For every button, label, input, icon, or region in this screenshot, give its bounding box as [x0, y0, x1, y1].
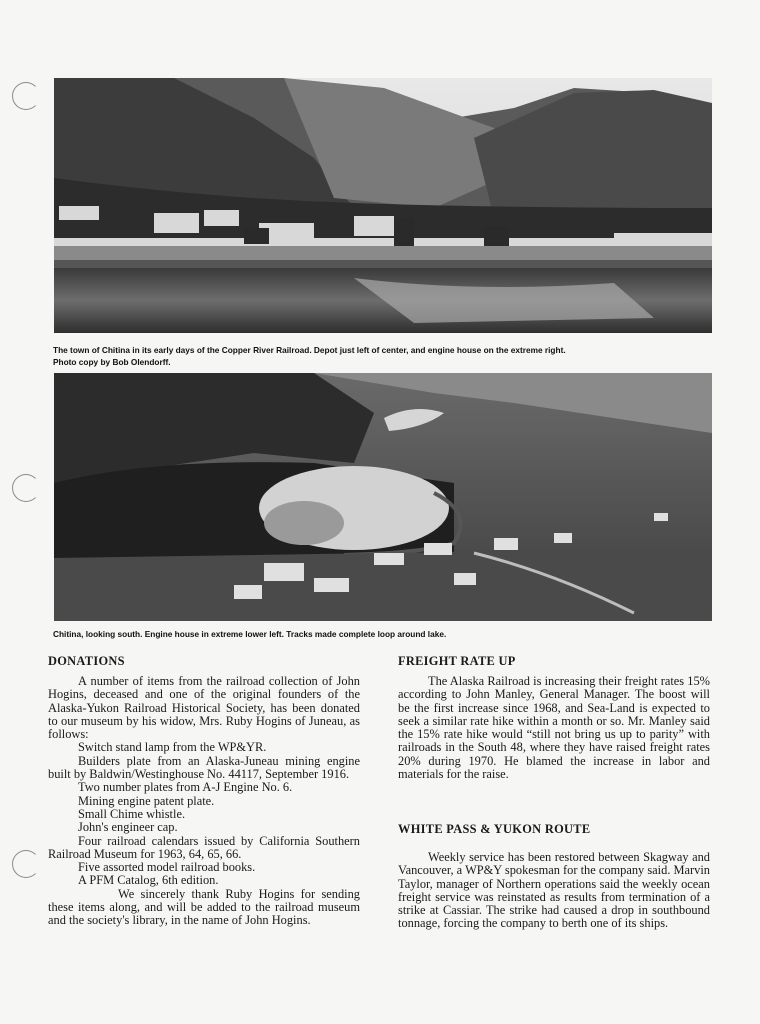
punch-hole-middle	[12, 474, 40, 502]
photo-bottom-caption: Chitina, looking south. Engine house in extreme lower left. Tracks made complete loop around lake.	[53, 629, 447, 639]
freight-heading: FREIGHT RATE UP	[398, 654, 516, 668]
donation-item: Switch stand lamp from the WP&YR.	[78, 740, 267, 755]
punch-hole-top	[12, 82, 40, 110]
photo-chitina-aerial	[54, 373, 712, 621]
donation-item: John's engineer cap.	[78, 820, 178, 835]
donation-item: Two number plates from A-J Engine No. 6.	[78, 780, 293, 795]
donations-column	[48, 654, 360, 928]
donations-closing: We sincerely thank Ruby Hogins for sending these items along, and will be added to the railroad museum and the society's library, in the name of John Hogins.	[48, 886, 360, 928]
photo-chitina-town	[54, 78, 712, 333]
photo-top-caption	[53, 344, 713, 368]
donation-item: A PFM Catalog, 6th edition.	[78, 873, 219, 888]
donation-item: Small Chime whistle.	[78, 806, 186, 821]
donation-item: Mining engine patent plate.	[78, 793, 215, 808]
freight-column	[398, 654, 710, 781]
donation-item: Five assorted model railroad books.	[78, 860, 256, 875]
donations-intro: A number of items from the railroad collection of John Hogins, deceased and one of the original founders of the Alaska-Yukon Railroad Historical Society, has been donated to our museum by his widow, Mrs. Ruby Hogins of Juneau, as follows:	[48, 674, 360, 742]
photo-top-caption-line2: Photo copy by Bob Olendorff.	[53, 357, 171, 367]
photo-top-caption-line1: The town of Chitina in its early days of the Copper River Railroad. Depot just left of center, and engine house on the extreme right.	[53, 345, 566, 355]
whitepass-body: Weekly service has been restored between Skagway and Vancouver, a WP&Y spokesman for the company said. Marvin Taylor, manager of Northern operations said the weekly ocean freight service was reinstated as results from termination of a strike at Cassiar. The strike had caused a drop in southbound tonnage, forcing the company to berth one of its ships.	[398, 850, 710, 931]
donation-item: Builders plate from an Alaska-Juneau mining engine built by Baldwin/Westinghouse No. 44117, September 1916.	[48, 753, 360, 782]
whitepass-column	[398, 822, 710, 931]
punch-hole-bottom	[12, 850, 40, 878]
donations-heading: DONATIONS	[48, 654, 125, 668]
freight-body: The Alaska Railroad is increasing their freight rates 15% according to John Manley, General Manager. The boost will be the first increase since 1968, and Sea-Land is expected to seek a similar rate hike within a month or so. Mr. Manley said the 15% rate hike would “still not bring us up to parity” with railroads in the South 48, where they have raised freight rates 20% during 1970. He blamed the increase in labor and materials for the raise.	[398, 674, 710, 782]
donation-item: Four railroad calendars issued by California Southern Railroad Museum for 1963, 64, 65, 66.	[48, 833, 360, 861]
whitepass-heading: WHITE PASS & YUKON ROUTE	[398, 822, 591, 836]
